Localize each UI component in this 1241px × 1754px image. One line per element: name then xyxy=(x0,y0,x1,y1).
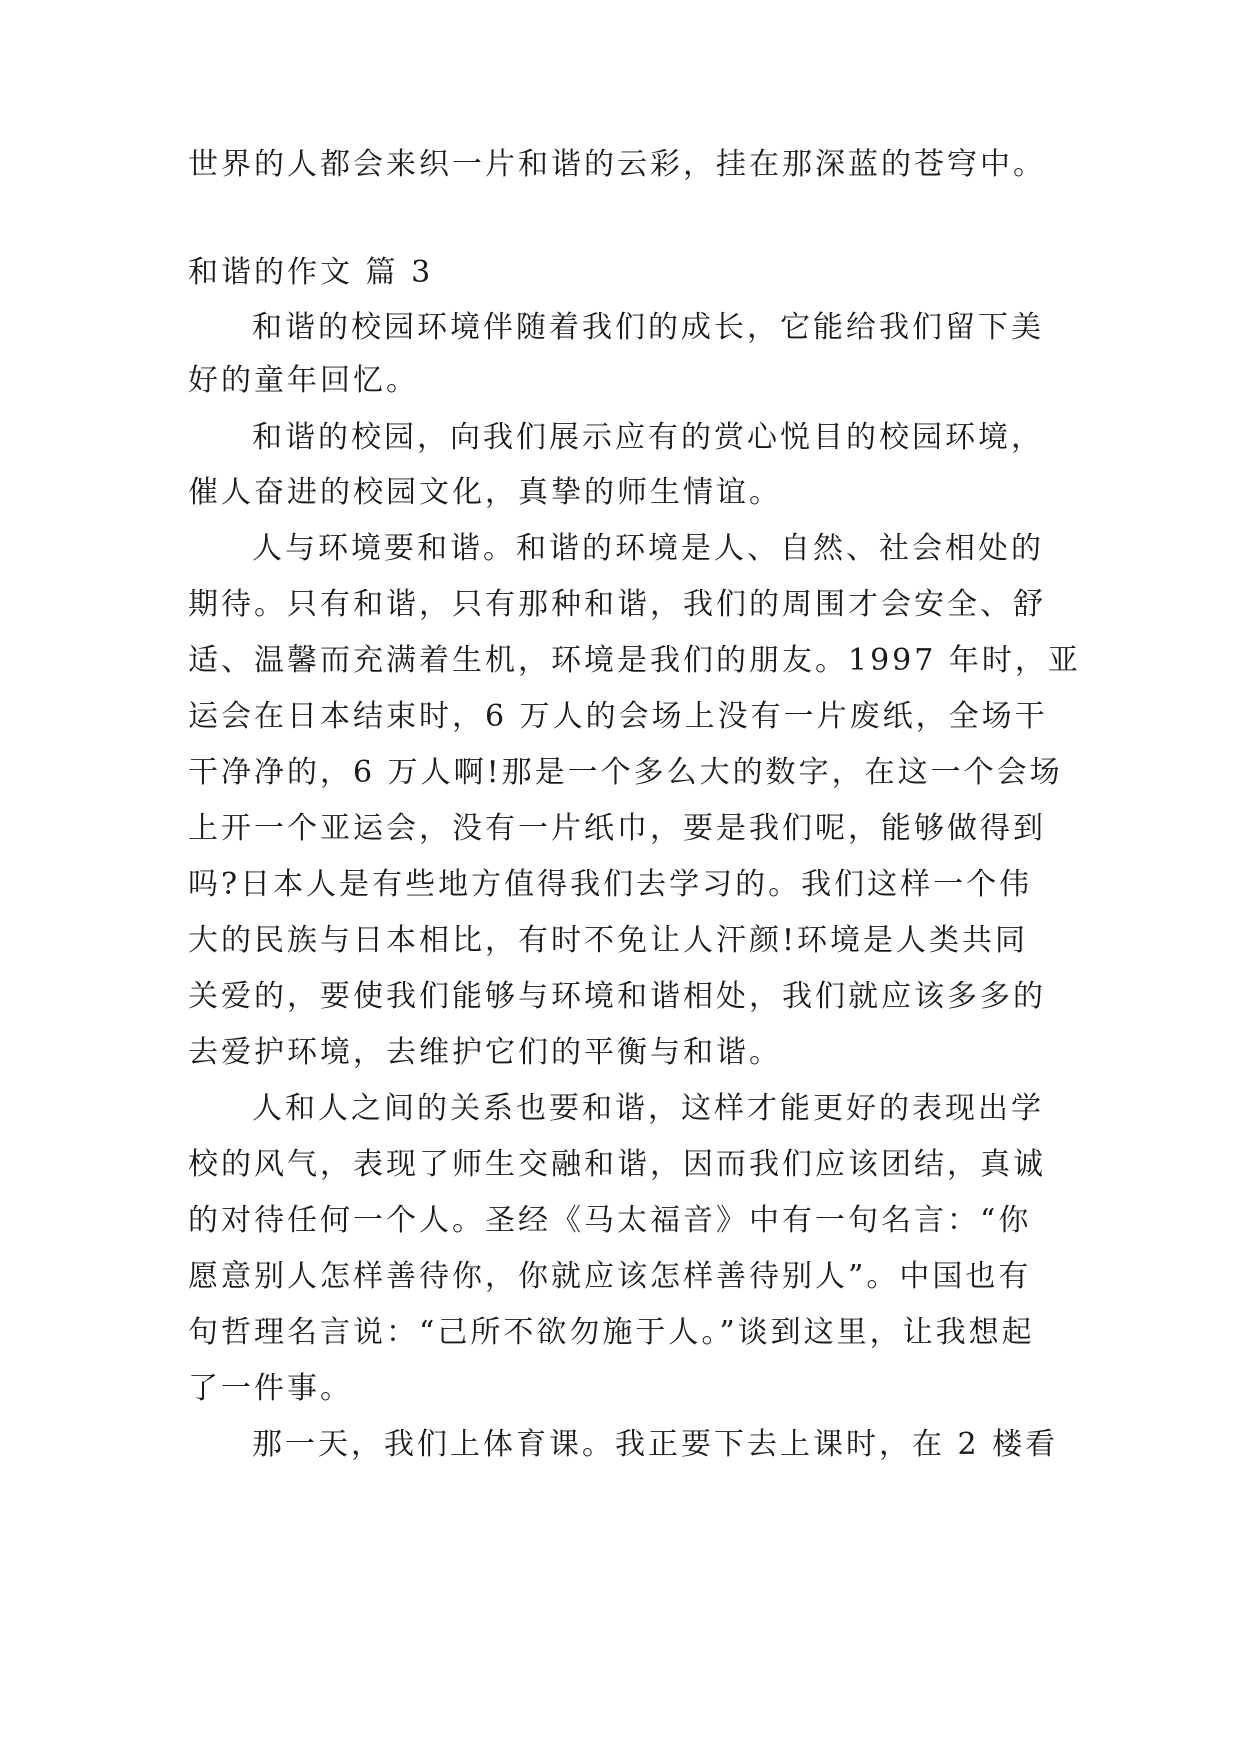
text-line-8: 期待。只有和谐，只有那种和谐，我们的周围才会安全、舒 xyxy=(188,587,1046,622)
text-line-14: 大的民族与日本相比，有时不免让人汗颜!环境是人类共同 xyxy=(188,923,1029,958)
text-line-9: 适、温馨而充满着生机，环境是我们的朋友。1997 年时，亚 xyxy=(188,643,1081,678)
text-line-23: 那一天，我们上体育课。我正要下去上课时，在 2 楼看 xyxy=(252,1427,1059,1462)
text-line-11: 干净净的，6 万人啊!那是一个多么大的数字，在这一个会场 xyxy=(188,755,1063,790)
text-line-10: 运会在日本结束时，6 万人的会场上没有一片废纸，全场干 xyxy=(188,699,1048,734)
text-line-3: 和谐的校园环境伴随着我们的成长，它能给我们留下美 xyxy=(252,310,1044,345)
text-line-21: 句哲理名言说：“己所不欲勿施于人。”谈到这里，让我想起 xyxy=(188,1315,1035,1350)
text-line-7: 人与环境要和谐。和谐的环境是人、自然、社会相处的 xyxy=(252,531,1044,566)
text-line-12: 上开一个亚运会，没有一片纸巾，要是我们呢，能够做得到 xyxy=(188,811,1046,846)
text-line-4: 好的童年回忆。 xyxy=(188,363,419,398)
text-line-6: 催人奋进的校园文化，真挚的师生情谊。 xyxy=(188,475,782,510)
text-line-22: 了一件事。 xyxy=(188,1371,353,1406)
text-line-19: 的对待任何一个人。圣经《马太福音》中有一句名言：“你 xyxy=(188,1203,1032,1238)
text-line-16: 去爱护环境，去维护它们的平衡与和谐。 xyxy=(188,1035,782,1070)
text-line-13: 吗?日本人是有些地方值得我们去学习的。我们这样一个伟 xyxy=(188,867,1033,902)
text-line-5: 和谐的校园，向我们展示应有的赏心悦目的校园环境， xyxy=(252,420,1044,455)
text-line-18: 校的风气，表现了师生交融和谐，因而我们应该团结，真诚 xyxy=(188,1147,1046,1182)
text-line-15: 关爱的，要使我们能够与环境和谐相处，我们就应该多多的 xyxy=(188,979,1046,1014)
text-line-17: 人和人之间的关系也要和谐，这样才能更好的表现出学 xyxy=(252,1091,1044,1126)
text-line-1: 世界的人都会来织一片和谐的云彩，挂在那深蓝的苍穹中。 xyxy=(188,147,1046,182)
section-heading: 和谐的作文 篇 3 xyxy=(188,255,434,290)
text-line-20: 愿意别人怎样善待你，你就应该怎样善待别人”。中国也有 xyxy=(188,1259,1032,1294)
